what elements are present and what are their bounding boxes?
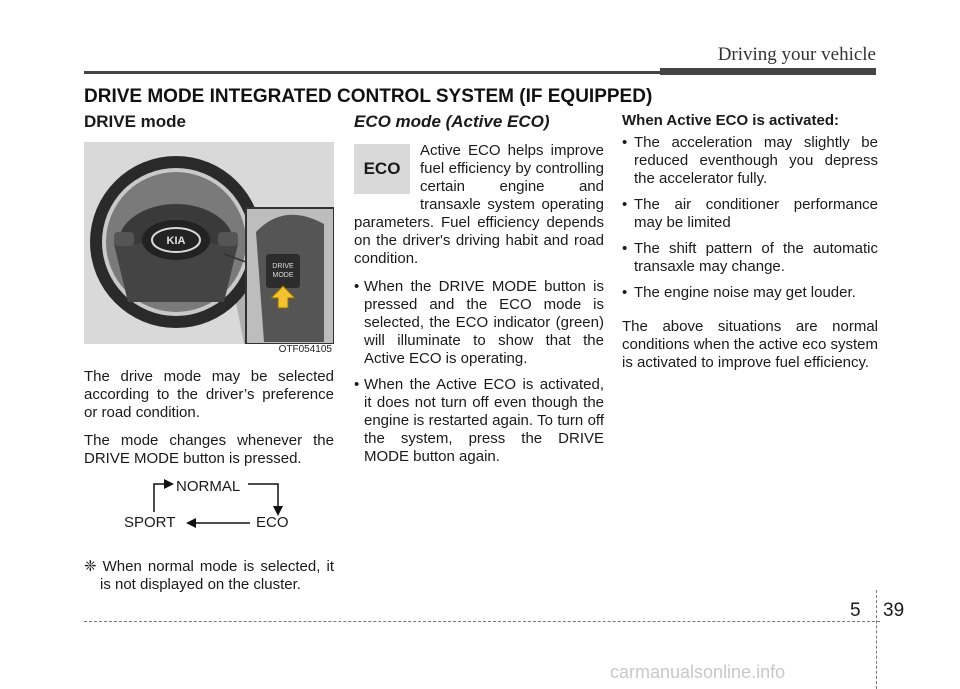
footer-divider bbox=[876, 590, 877, 689]
eco-mode-heading: ECO mode (Active ECO) bbox=[354, 112, 550, 131]
eco-effect-item: • The acceleration may slightly be reduced eventhough you depress the accelerator fully. bbox=[622, 134, 878, 188]
eco-normal-conditions-paragraph: The above situations are normal conditions when the active eco system is activated to improve fuel efficiency. bbox=[622, 318, 878, 371]
eco-indicator-badge: ECO bbox=[354, 144, 410, 194]
eco-bullet-item: • When the DRIVE MODE button is pressed and the ECO mode is selected, the ECO indicator (green) will illuminate to show that the Active ECO is operating. bbox=[354, 278, 604, 368]
cluster-note: ❈ When normal mode is selected, it is not displayed on the cluster. bbox=[84, 558, 334, 593]
footer-rule bbox=[84, 621, 880, 622]
eco-bullet-list bbox=[354, 278, 604, 466]
page-number: 39 bbox=[883, 600, 905, 621]
drive-mode-button-label: DRIVE bbox=[272, 263, 294, 270]
svg-text:MODE: MODE bbox=[272, 272, 294, 279]
column-drive-mode bbox=[84, 112, 334, 604]
mode-eco-label: ECO bbox=[256, 514, 289, 531]
steering-wheel-figure bbox=[84, 142, 334, 355]
drive-mode-paragraph-2: The mode changes whenever the DRIVE MODE button is pressed. bbox=[84, 432, 334, 467]
svg-text:KIA: KIA bbox=[166, 235, 186, 247]
eco-effects-list bbox=[622, 134, 878, 302]
chapter-number: 5 bbox=[850, 600, 861, 621]
eco-effect-item: • The shift pattern of the automatic transaxle may change. bbox=[622, 240, 878, 276]
mode-sport-label: SPORT bbox=[124, 514, 176, 531]
header-rule-accent bbox=[660, 68, 876, 75]
eco-bullet-item: • When the Active ECO is activated, it does not turn off even though the engine is restarted again. To turn off the system, press the DRIVE MODE button again. bbox=[354, 376, 604, 466]
figure-code: OTF054105 bbox=[278, 344, 332, 355]
mode-normal-label: NORMAL bbox=[176, 478, 241, 495]
column-eco-activated bbox=[622, 112, 878, 382]
drive-mode-heading: DRIVE mode bbox=[84, 112, 187, 131]
eco-effect-item: • The engine noise may get louder. bbox=[622, 284, 878, 302]
drive-mode-paragraph-1: The drive mode may be selected according to the driver’s preference or road condition. bbox=[84, 368, 334, 421]
eco-activated-heading: When Active ECO is activated: bbox=[622, 112, 840, 129]
watermark: carmanualsonline.info bbox=[610, 662, 786, 682]
steering-wheel-illustration bbox=[84, 142, 334, 344]
eco-intro-paragraph: Active ECO helps improve fuel efficiency by controlling certain engine and transaxle system operating parameters. Fuel efficiency depends on the driver's driving habit and road condition. bbox=[354, 142, 604, 267]
column-eco-mode bbox=[354, 112, 604, 476]
section-title: DRIVE MODE INTEGRATED CONTROL SYSTEM (IF EQUIPPED) bbox=[84, 86, 653, 107]
mode-cycle-diagram bbox=[84, 478, 334, 548]
chapter-title: Driving your vehicle bbox=[717, 44, 876, 65]
eco-effect-item: • The air conditioner performance may be limited bbox=[622, 196, 878, 232]
